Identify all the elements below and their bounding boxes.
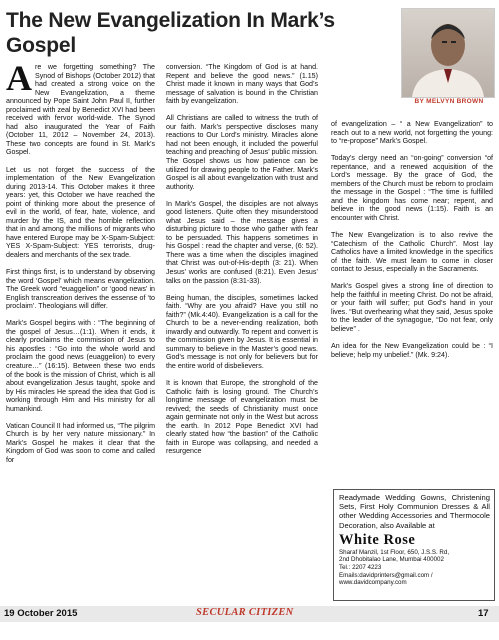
article-column-3 [331, 120, 493, 368]
ad-description: Readymade Wedding Gowns, Christening Sets, First Holy Communion Dresses & All other Wedding Accessories and Thermocole Decoration, also Available at [339, 493, 490, 530]
article-paragraph: Today’s clergy need an “on-going” conversion “of repentance, and a renewed acquisition of the Lord’s message. By the grace of God, the members of the Church must be reborn to proclaim the message in the Gospel : “The time is fulfilled and the kingdom has come near; repent, and believe in the good news (1:15). Faith is an encounter with Christ. [331, 154, 493, 222]
article-paragraph [6, 58, 155, 157]
article-paragraph: In Mark’s Gospel, the disciples are not always good listeners. Quite often they misunderstood what Jesus said – the message gives a disturbing picture to those who gather with fear to be persuaded. This happens sometimes in his Gospel : read the chapter and verse, (6: 52). There was a time when the disciples imagined that Christ was out-of-His-depth (3: 21). When Jesus’ works are confused (8:21). Even Jesus’ talks on the passion (8:31-33). [166, 199, 318, 285]
author-photo [401, 8, 495, 98]
article-paragraph: of evangelization – “ a New Evangelization” to reach out to a new world, not forgetting the young: to “re-propose” Mark’s Gospel. [331, 120, 493, 146]
article-paragraph: An idea for the New Evangelization could be : “I believe; help my unbelief.” (Mk. 9:24). [331, 342, 493, 359]
article-paragraph: The New Evangelization is to also revive the “Catechism of the Catholic Church”. Most lay Catholics have a limited knowledge in the specifics of the faith. We must learn to come in closer contact to Jesus, especially in the Sacraments. [331, 231, 493, 274]
paragraph-text: re we forgetting something? The Synod of Bishops (October 2012) that had created a strong voice on the New Evangelization, a theme announced by Pope Saint John Paul II, further proclaimed with zeal by Benedict XVI had been received with fervor world-wide. The Synod had also inaugurated the Year of Faith (October 11, 2012 – November 24, 2013). These two concepts are found in St. Mark’s Gospel. [6, 63, 155, 157]
article-paragraph: Let us not forget the success of the implementation of the New Evangelization during 2013-14. This October makes it three years: yet, this October we have reached the point of thinking more about the presence of evil in the world, of fear, hate, violence, and murder by the IS, and the horrible reflection that in and among the millions of migrants who have entered Europe may be X-Spam-Subject: YES X-Spam-Subject: YES terrorists, drug-dealers and merchants of the sex trade. [6, 165, 155, 259]
author-portrait-image [402, 9, 494, 97]
article-column-1 [6, 58, 155, 473]
magazine-logo: SECULAR CITIZEN [196, 607, 294, 618]
ad-website: www.davidcompany.com [339, 579, 407, 587]
article-paragraph: Mark’s Gospel gives a strong line of direction to help the faithful in meeting Christ. Do not be afraid, or your faith will suffer; put God’s hand in your lives. “But overhearing what they said, Jesus spoke to the leader of the synagogue, “Do not fear, only believe” . [331, 282, 493, 333]
ad-address-line-1: Sharaf Manzil, 1st Floor, 650, J.S.S. Rd, [339, 548, 450, 556]
article-paragraph: Being human, the disciples, sometimes lacked faith. “Why are you afraid? Have you still no faith?” (Mk.4:40). Evangelization is a call for the Church to be a never-ending realization, both inwardly and outwardly. To repent and convert is the commission given by Jesus. It is essential in summary to believe in the Master’s good news. God’s message is not only for believers but for the entire world of disbelievers. [166, 293, 318, 370]
ad-email: Emails:davidprinters@gmail.com / [339, 571, 433, 579]
ad-address-line-2: 2nd Dhobitalao Lane, Mumbai 400002 [339, 556, 444, 564]
ad-brand-name: White Rose [339, 531, 416, 548]
article-paragraph: Vatican Council II had informed us, “The pilgrim Church is by her very nature missionary.” In Mark’s Gospel he makes it clear that the Kingdom of God was soon to come and called for [6, 421, 155, 464]
article-column-2 [166, 63, 318, 464]
article-paragraph: conversion. “The Kingdom of God is at hand. Repent and believe the good news.” (1.15) Christ made it known in many ways that God’s message of salvation is bound in the Christian faith by evangelization. [166, 63, 318, 106]
article-paragraph: Mark’s Gospel begins with : “The beginning of the gospel of Jesus…(1:1). When it ends, it clearly proclaims the commission of Jesus to his apostles : “Go into the whole world and proclaim the good news (euaggelion) to every creature…” (16:15). Between these two ends of the book is the mission of Christ, which is all about evangelization Jesus taught, spoke and by His miracles He spread the idea that God is working through Him and His ministry for all humankind. [6, 319, 155, 413]
article-paragraph: First things first, is to understand by observing the word ‘Gospel’ which means evangelization. The Greek word “euaggelion” or ‘good news’ in English transcreation derives the essense of ‘to proclaim’. Theologians will differ. [6, 268, 155, 311]
drop-cap: A [6, 58, 32, 98]
white-rose-advertisement [333, 489, 495, 601]
issue-date: 19 October 2015 [4, 608, 78, 619]
page-footer [0, 606, 499, 640]
ad-telephone: Tel.: 2207 4223 [339, 564, 382, 571]
article-paragraph: All Christians are called to witness the truth of our faith. Mark’s perspective discloses many reactions to Our Lord’s ministry. Miracles alone had not been enough, it included the powerful teaching and preaching of Jesus’ public mission. The Gospel shows us how patience can be utilized for drawing people to the Father. Mark’s Gospel is all about evangelization with trust and authority. [166, 114, 318, 191]
article-paragraph: It is known that Europe, the stronghold of the Catholic faith is losing ground. The Church’s longtime message of evangelization must be revived; the seeds of Christianity must once again germinate not only in the West but across the earth. In 2012 Pope Benedict XVI had clearly stated how “the bastion” of the Catholic faith in Europe was collapsing, and needed a resurgence [166, 379, 318, 456]
author-byline: BY MELVYN BROWN [414, 98, 484, 105]
page-number: 17 [478, 608, 489, 619]
article-headline: The New Evangelization In Mark’s Gospel [6, 9, 335, 57]
